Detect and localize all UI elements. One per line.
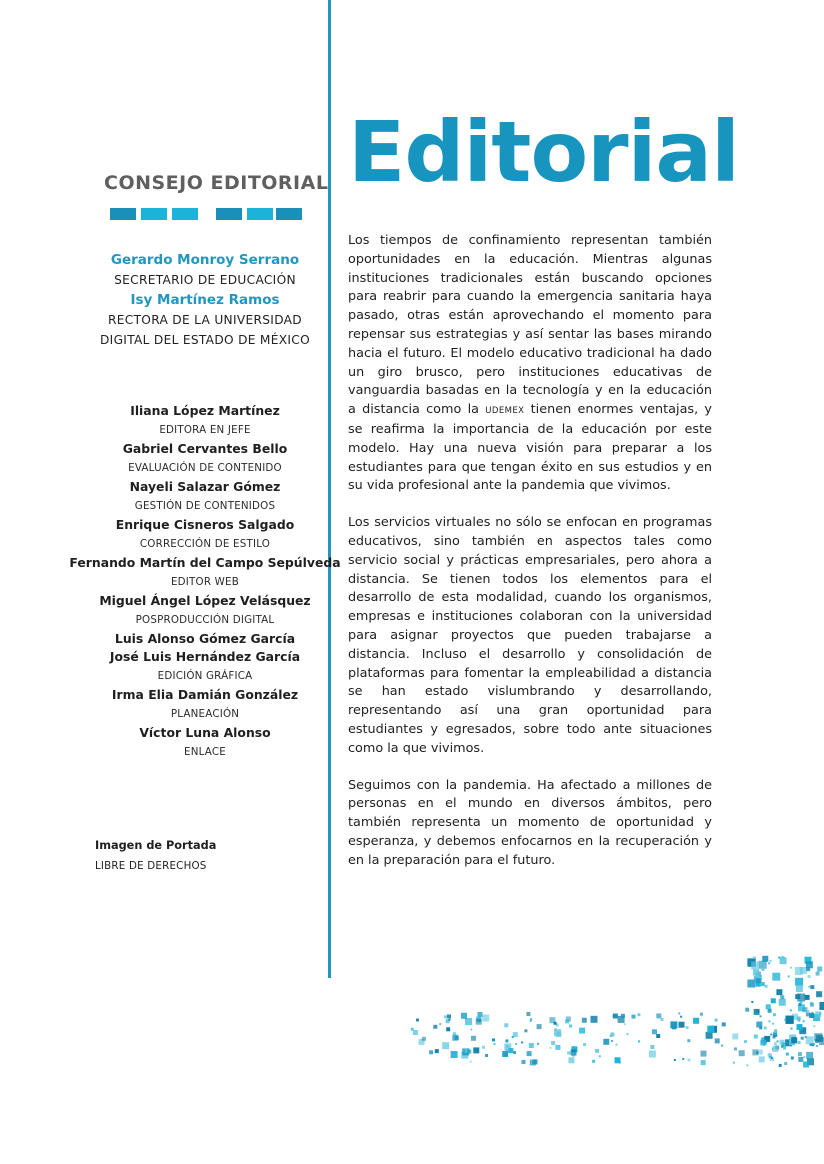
staff-name: Irma Elia Damián González <box>111 687 299 702</box>
staff-role: GESTIÓN DE CONTENIDOS <box>134 500 276 512</box>
page-title: Editorial <box>348 103 739 201</box>
staff-list <box>60 402 350 762</box>
staff-name: Luis Alonso Gómez García <box>114 631 296 646</box>
staff-role: EVALUACIÓN DE CONTENIDO <box>128 462 282 474</box>
udemex-brand: UDEMEX <box>485 406 525 417</box>
staff-name: Enrique Cisneros Salgado <box>115 517 295 532</box>
editorial-body <box>348 232 712 889</box>
staff-role: PLANEACIÓN <box>170 708 240 720</box>
paragraph: Seguimos con la pandemia. Ha afectado a millones de personas en el mundo en diversos ámbitos, pero también representa un momento de oportunidad y esperanza, y debemos enfocarnos en la recuperación y en la preparación para el futuro. <box>348 777 712 868</box>
authority-role: RECTORA DE LA UNIVERSIDAD <box>107 313 302 327</box>
authority-role: SECRETARIO DE EDUCACIÓN <box>114 273 296 287</box>
authority-name: Gerardo Monroy Serrano <box>110 252 300 268</box>
staff-name: Iliana López Martínez <box>130 403 280 418</box>
staff-name: Gabriel Cervantes Bello <box>122 441 288 456</box>
staff-role: POSPRODUCCIÓN DIGITAL <box>135 614 275 626</box>
cover-credit <box>95 836 216 876</box>
staff-name: José Luis Hernández García <box>109 649 301 664</box>
staff-role: CORRECCIÓN DE ESTILO <box>139 538 271 550</box>
staff-name: Víctor Luna Alonso <box>139 725 271 740</box>
authority-block <box>60 250 350 350</box>
pixel-pattern-decoration <box>400 950 824 1080</box>
heading-decoration-bars <box>110 208 310 220</box>
staff-role: ENLACE <box>184 746 226 758</box>
authority-role: DIGITAL DEL ESTADO DE MÉXICO <box>99 333 310 347</box>
staff-name: Miguel Ángel López Velásquez <box>99 593 311 608</box>
staff-role: EDITOR WEB <box>170 576 240 588</box>
staff-role: EDITORA EN JEFE <box>159 424 251 436</box>
paragraph: Los tiempos de confinamiento representan también oportunidades en la educación. Mientras algunas instituciones tradicionales están buscando opciones para reabrir para cuando la emergencia sanitaria haya pasado, otras están aprovechando el momento para repensar sus estrategias y así sentar las bases mirando hacia el futuro. El modelo educativo tradicional ha dado un giro brusco, pero instituciones educativas de vanguardia basadas en la tecnología y en la educación a distancia como la UDEMEX tienen enormes ventajas, y se reafirma la importancia de la educación por este modelo. Hay una nueva visión para preparar a los estudiantes para que tengan éxito en sus estudios y en su vida profesional ante la pandemia que vivimos. <box>348 233 712 494</box>
paragraph: Los servicios virtuales no sólo se enfocan en programas educativos, sino también en aspectos tales como servicio social y prácticas empresariales, pero ahora a distancia. Se tienen todos los elementos para el desarrollo de esta modalidad, cuando los organismos, empresas e instituciones colaboran con la universidad para asignar proyectos que pueden trabajarse a distancia. Incluso el desarrollo y consolidación de plataformas para fomentar la empleabilidad a distancia se han estado vislumbrando y desarrollando, representando así una gran oportunidad para estudiantes y egresados, sobre todo ante situaciones como la que vivimos. <box>348 515 712 756</box>
staff-name: Fernando Martín del Campo Sepúlveda <box>69 555 341 570</box>
staff-name: Nayeli Salazar Gómez <box>129 479 281 494</box>
cover-credit-title: Imagen de Portada <box>95 839 217 852</box>
authority-name: Isy Martínez Ramos <box>130 292 280 308</box>
cover-credit-subtitle: LIBRE DE DERECHOS <box>95 860 207 872</box>
staff-role: EDICIÓN GRÁFICA <box>157 670 253 682</box>
board-heading: CONSEJO EDITORIAL <box>104 172 329 194</box>
